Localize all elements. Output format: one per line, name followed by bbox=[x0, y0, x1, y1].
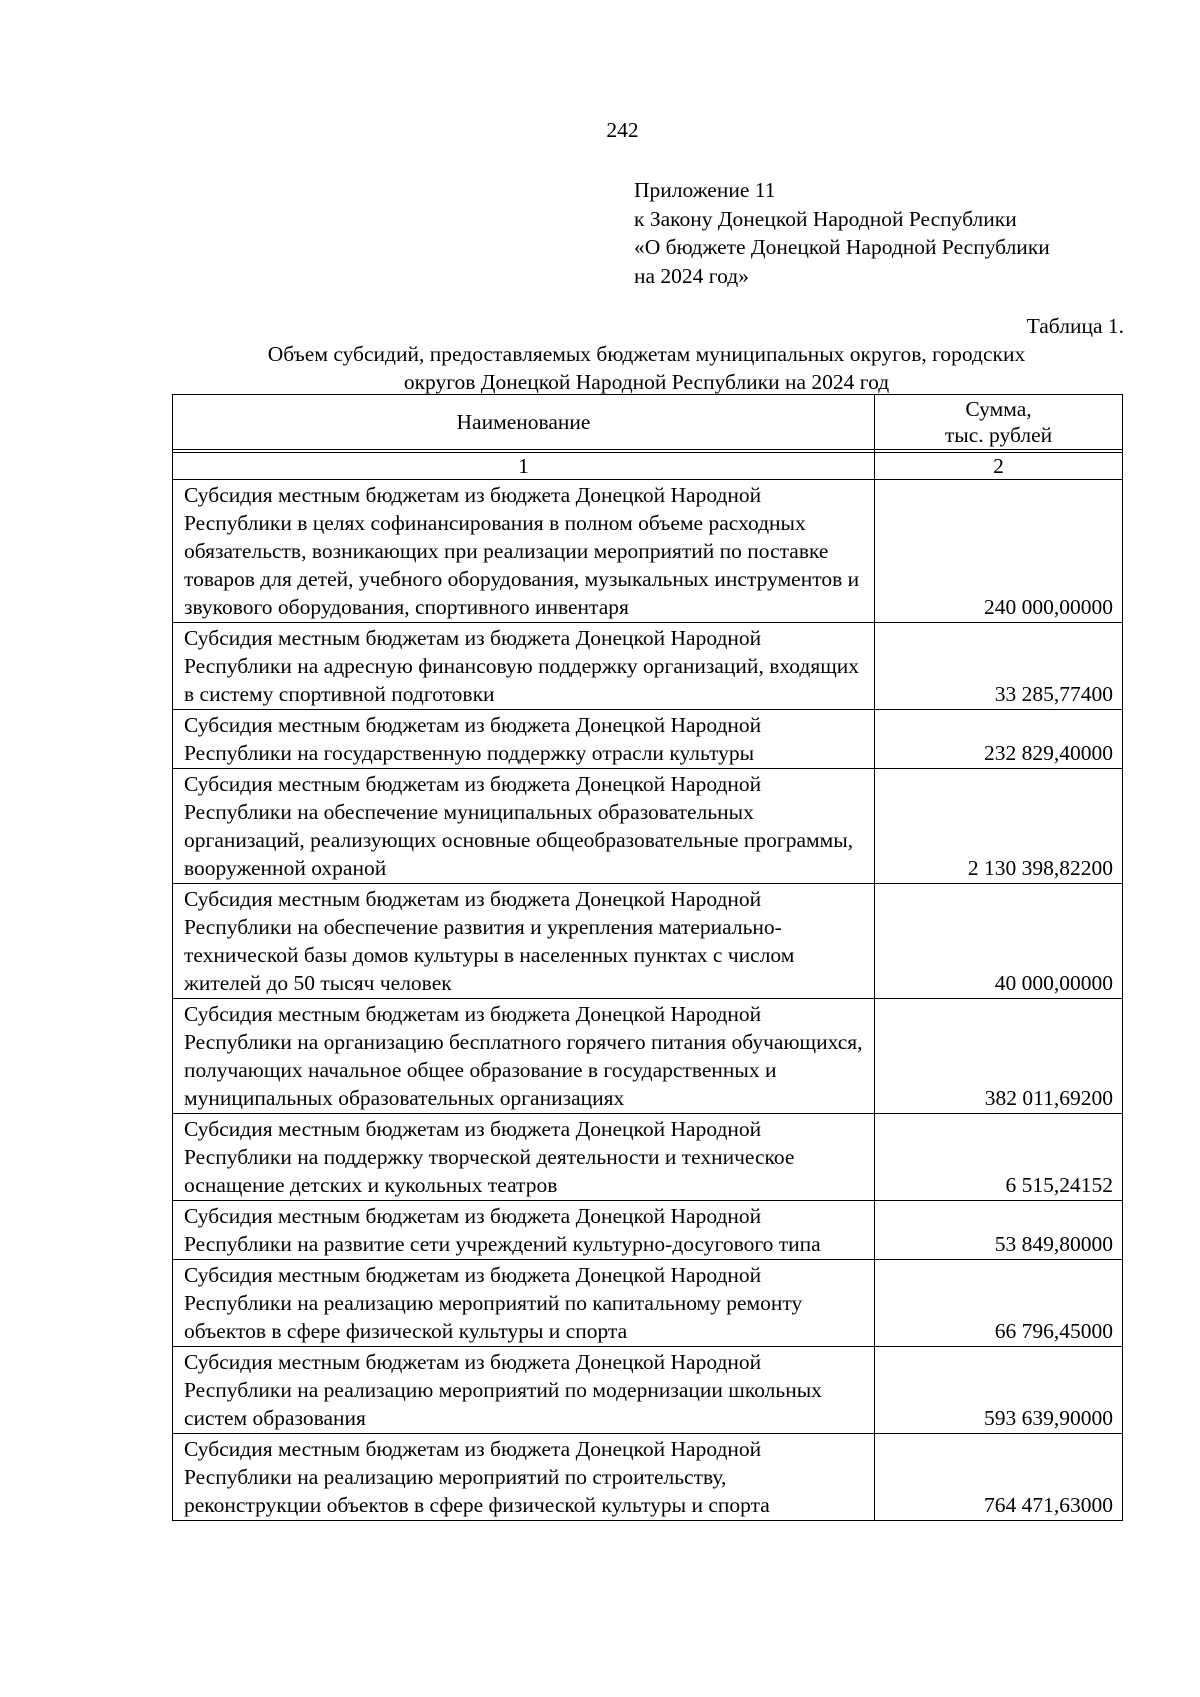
appendix-line: на 2024 год» bbox=[634, 263, 749, 288]
header-sum-line2: тыс. рублей bbox=[944, 423, 1053, 447]
row-name: Субсидия местным бюджетам из бюджета Донецкой Народной Республики на развитие сети учреждений культурно-досугового типа bbox=[173, 1201, 875, 1260]
table-row bbox=[173, 769, 1123, 884]
row-amount: 232 829,40000 bbox=[875, 710, 1123, 769]
appendix-block bbox=[634, 176, 1154, 290]
row-amount: 240 000,00000 bbox=[875, 480, 1123, 623]
table-row bbox=[173, 1434, 1123, 1521]
column-number: 2 bbox=[875, 453, 1123, 480]
table-row bbox=[173, 710, 1123, 769]
header-name: Наименование bbox=[173, 395, 875, 450]
table-row bbox=[173, 1260, 1123, 1347]
row-name: Субсидия местным бюджетам из бюджета Донецкой Народной Республики на поддержку творческой деятельности и техническое оснащение детских и кукольных театров bbox=[173, 1114, 875, 1201]
appendix-line: Приложение 11 bbox=[634, 178, 776, 202]
row-amount: 66 796,45000 bbox=[875, 1260, 1123, 1347]
table-row bbox=[173, 1114, 1123, 1201]
row-amount: 33 285,77400 bbox=[875, 623, 1123, 710]
header-sum bbox=[875, 395, 1123, 450]
row-name: Субсидия местным бюджетам из бюджета Донецкой Народной Республики на обеспечение развития и укрепления материально-технической базы домов культуры в населенных пунктах с числом жителей до 50 тысяч человек bbox=[173, 884, 875, 999]
row-amount: 2 130 398,82200 bbox=[875, 769, 1123, 884]
page-number: 242 bbox=[606, 118, 639, 142]
row-name: Субсидия местным бюджетам из бюджета Донецкой Народной Республики на реализацию мероприятий по капитальному ремонту объектов в сфере физической культуры и спорта bbox=[173, 1260, 875, 1347]
row-name: Субсидия местным бюджетам из бюджета Донецкой Народной Республики на организацию бесплатного горячего питания обучающихся, получающих начальное общее образование в государственных и муниципальных образовательных организациях bbox=[173, 999, 875, 1114]
subsidies-table bbox=[172, 394, 1123, 1521]
column-number: 1 bbox=[173, 453, 875, 480]
table-label: Таблица 1. bbox=[1026, 314, 1124, 338]
appendix-line: «О бюджете Донецкой Народной Республики bbox=[634, 235, 1050, 259]
row-name: Субсидия местным бюджетам из бюджета Донецкой Народной Республики в целях софинансирования в полном объеме расходных обязательств, возникающих при реализации мероприятий по поставке товаров для детей, учебного оборудования, музыкальных инструментов и звукового оборудования, спортивного инвентаря bbox=[173, 480, 875, 623]
row-name: Субсидия местным бюджетам из бюджета Донецкой Народной Республики на государственную поддержку отрасли культуры bbox=[173, 710, 875, 769]
row-name: Субсидия местным бюджетам из бюджета Донецкой Народной Республики на реализацию мероприятий по строительству, реконструкции объектов в сфере физической культуры и спорта bbox=[173, 1434, 875, 1521]
row-amount: 40 000,00000 bbox=[875, 884, 1123, 999]
table-row bbox=[173, 1347, 1123, 1434]
row-amount: 593 639,90000 bbox=[875, 1347, 1123, 1434]
table-row bbox=[173, 999, 1123, 1114]
table-row bbox=[173, 884, 1123, 999]
row-amount: 382 011,69200 bbox=[875, 999, 1123, 1114]
row-amount: 6 515,24152 bbox=[875, 1114, 1123, 1201]
table-header-row bbox=[173, 395, 1123, 450]
table-row bbox=[173, 623, 1123, 710]
table-row bbox=[173, 1201, 1123, 1260]
table-title bbox=[170, 340, 1123, 396]
row-name: Субсидия местным бюджетам из бюджета Донецкой Народной Республики на адресную финансовую поддержку организаций, входящих в систему спортивной подготовки bbox=[173, 623, 875, 710]
table-title-line: Объем субсидий, предоставляемых бюджетам муниципальных округов, городских bbox=[267, 342, 1026, 366]
column-numbers-row bbox=[173, 453, 1123, 480]
row-amount: 764 471,63000 bbox=[875, 1434, 1123, 1521]
appendix-line: к Закону Донецкой Народной Республики bbox=[634, 206, 1017, 231]
table-row bbox=[173, 480, 1123, 623]
header-sum-line1: Сумма, bbox=[965, 397, 1032, 421]
row-name: Субсидия местным бюджетам из бюджета Донецкой Народной Республики на обеспечение муниципальных образовательных организаций, реализующих основные общеобразовательные программы, вооруженной охраной bbox=[173, 769, 875, 884]
row-amount: 53 849,80000 bbox=[875, 1201, 1123, 1260]
row-name: Субсидия местным бюджетам из бюджета Донецкой Народной Республики на реализацию мероприятий по модернизации школьных систем образования bbox=[173, 1347, 875, 1434]
table-title-line: округов Донецкой Народной Республики на 2024 год bbox=[403, 370, 890, 394]
